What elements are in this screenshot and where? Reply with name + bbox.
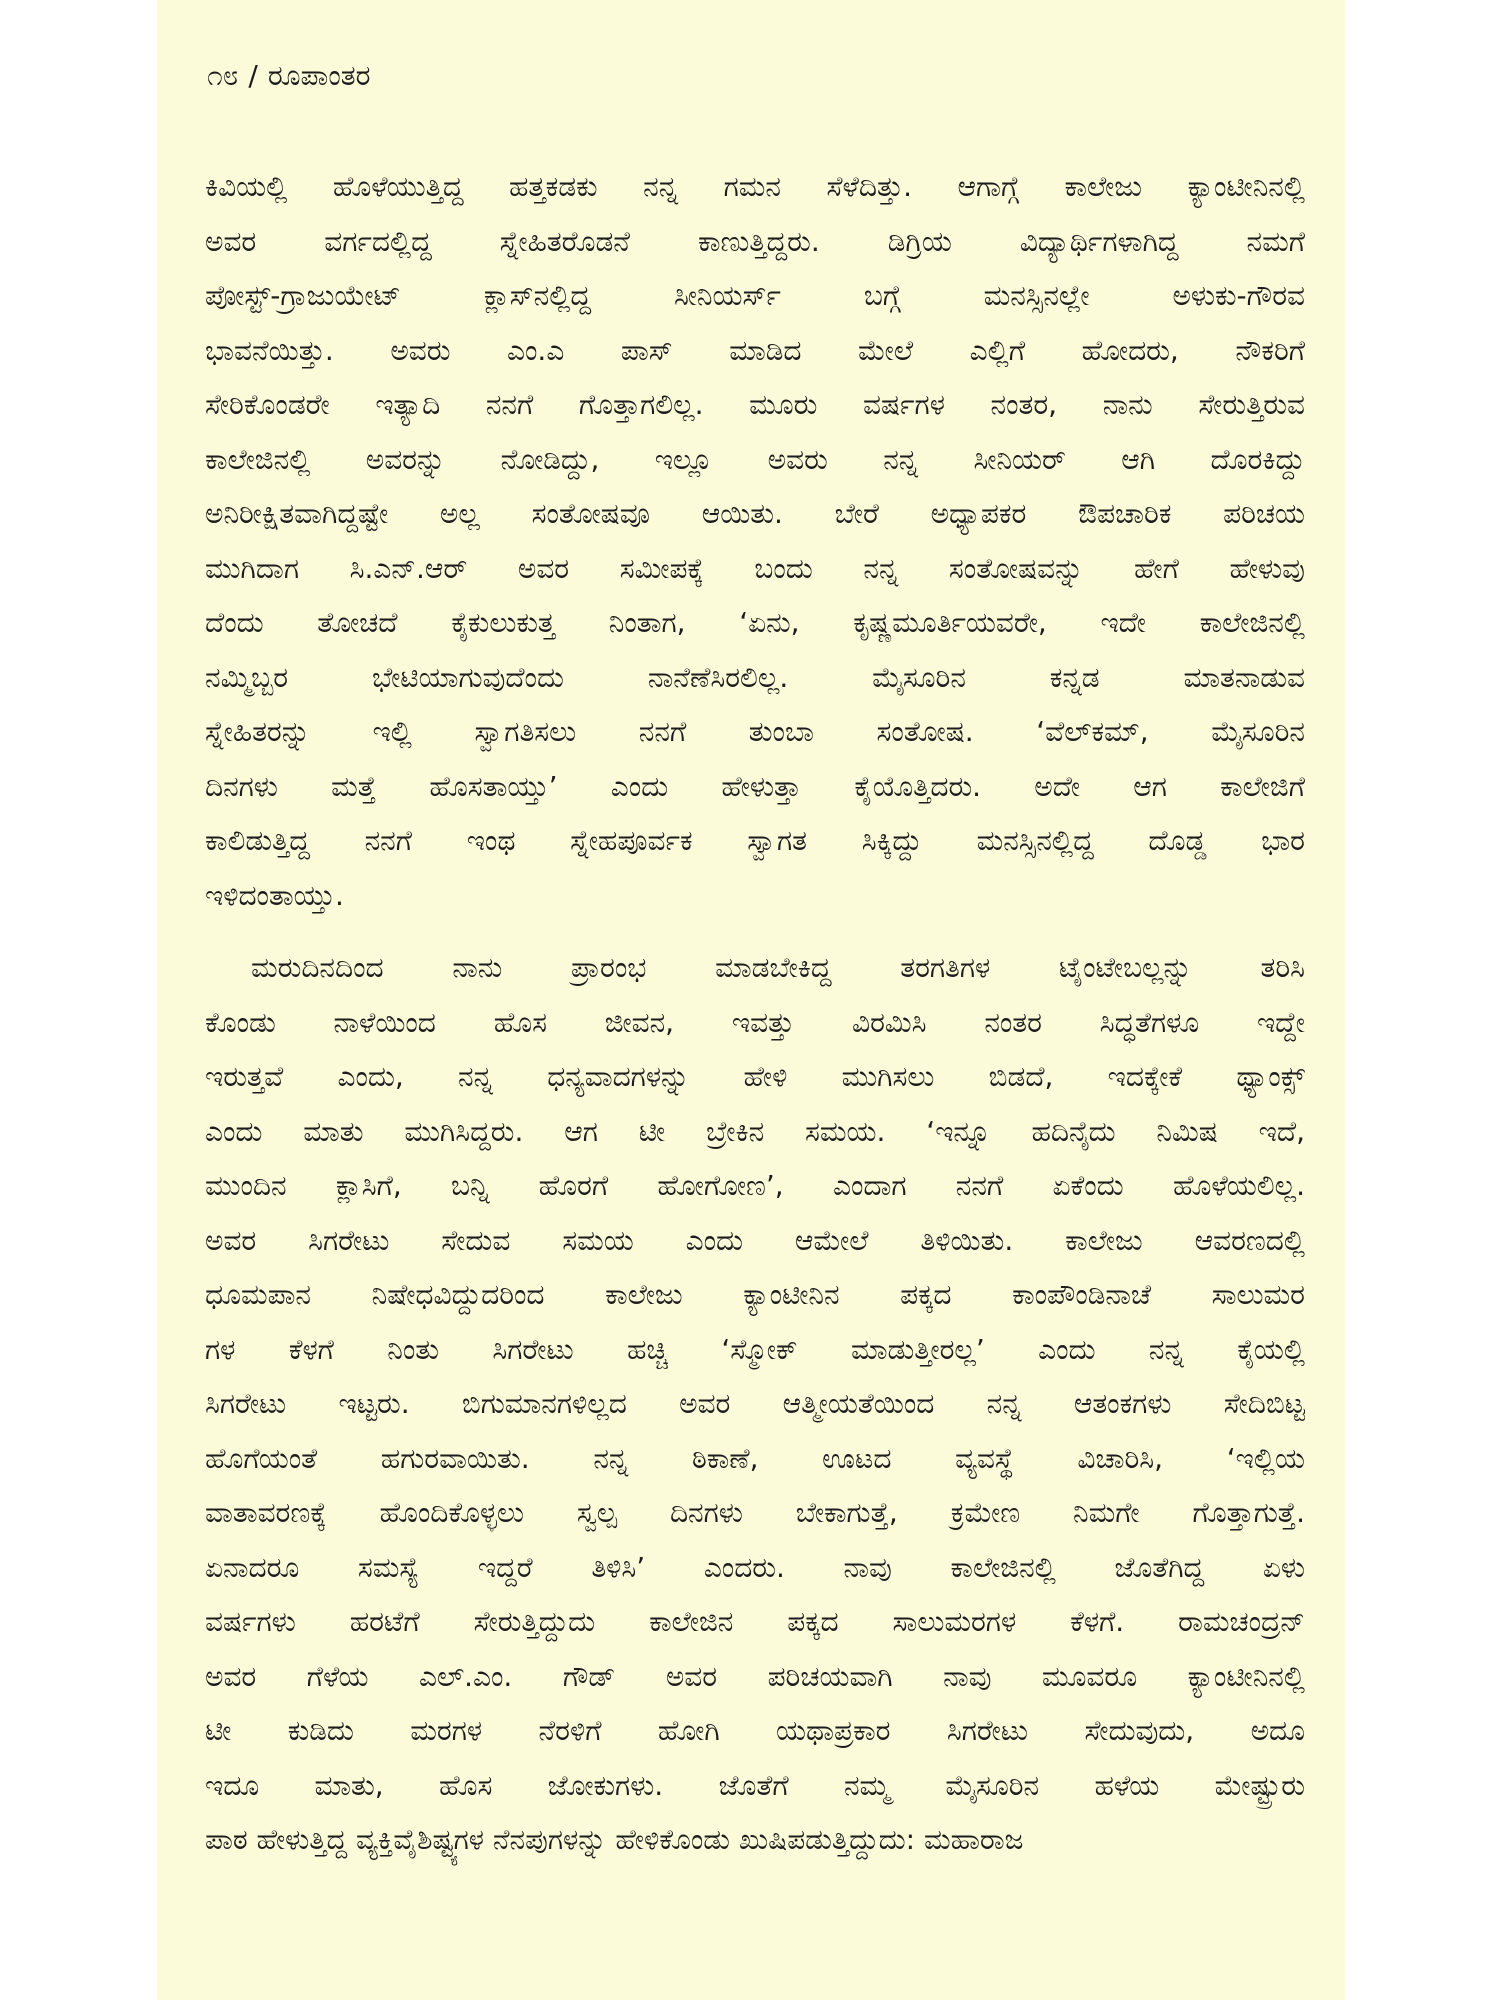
paragraph — [205, 941, 1305, 1868]
text-line: ಕೊಂಡು ನಾಳೆಯಿಂದ ಹೊಸ ಜೀವನ, ಇವತ್ತು ವಿರಮಿಸಿ ನಂತರ ಸಿದ್ಧತೆಗಳೂ ಇದ್ದೇ — [205, 1005, 1305, 1039]
text-line: ಹೊಗೆಯಂತೆ ಹಗುರವಾಯಿತು. ನನ್ನ ಠಿಕಾಣೆ, ಊಟದ ವ್ಯವಸ್ಥೆ ವಿಚಾರಿಸಿ, ‘ಇಲ್ಲಿಯ — [205, 1441, 1305, 1475]
text-line: ಸೇರಿಕೊಂಡರೇ ಇತ್ಯಾದಿ ನನಗೆ ಗೊತ್ತಾಗಲಿಲ್ಲ. ಮೂರು ವರ್ಷಗಳ ನಂತರ, ನಾನು ಸೇರುತ್ತಿರುವ — [205, 388, 1305, 421]
text-line: ವರ್ಷಗಳು ಹರಟೆಗೆ ಸೇರುತ್ತಿದ್ದುದು ಕಾಲೇಜಿನ ಪಕ್ಕದ ಸಾಲುಮರಗಳ ಕೆಳಗೆ. ರಾಮಚಂದ್ರನ್ — [205, 1605, 1305, 1638]
text-line: ಅವರ ಗೆಳೆಯ ಎಲ್.ಎಂ. ಗೌಡ್ ಅವರ ಪರಿಚಯವಾಗಿ ನಾವು ಮೂವರೂ ಕ್ಯಾಂಟೀನಿನಲ್ಲಿ — [205, 1659, 1305, 1693]
header-separator: / — [248, 59, 258, 92]
text-line: ಎಂದು ಮಾತು ಮುಗಿಸಿದ್ದರು. ಆಗ ಟೀ ಬ್ರೇಕಿನ ಸಮಯ. ‘ಇನ್ನೂ ಹದಿನೈದು ನಿಮಿಷ ಇದೆ, — [205, 1114, 1305, 1148]
text-line: ಮುಂದಿನ ಕ್ಲಾಸಿಗೆ, ಬನ್ನಿ ಹೊರಗೆ ಹೋಗೋಣ’, ಎಂದಾಗ ನನಗೆ ಏಕೆಂದು ಹೊಳೆಯಲಿಲ್ಲ. — [205, 1169, 1305, 1202]
text-line: ಇರುತ್ತವೆ ಎಂದು, ನನ್ನ ಧನ್ಯವಾದಗಳನ್ನು ಹೇಳಿ ಮುಗಿಸಲು ಬಿಡದೆ, ಇದಕ್ಕೇಕೆ ಥ್ಯಾಂಕ್ಸ್ — [205, 1060, 1305, 1093]
paragraph — [205, 160, 1305, 923]
text-line: ಟೀ ಕುಡಿದು ಮರಗಳ ನೆರಳಿಗೆ ಹೋಗಿ ಯಥಾಪ್ರಕಾರ ಸಿಗರೇಟು ಸೇದುವುದು, ಅದೂ — [205, 1714, 1305, 1747]
paragraph-gap — [205, 923, 1305, 941]
running-header — [207, 58, 370, 94]
text-line: ಧೂಮಪಾನ ನಿಷೇಧವಿದ್ದುದರಿಂದ ಕಾಲೇಜು ಕ್ಯಾಂಟೀನಿನ ಪಕ್ಕದ ಕಾಂಪೌಂಡಿನಾಚೆ ಸಾಲುಮರ — [205, 1278, 1305, 1311]
text-line: ಅವರ ವರ್ಗದಲ್ಲಿದ್ದ ಸ್ನೇಹಿತರೊಡನೆ ಕಾಣುತ್ತಿದ್ದರು. ಡಿಗ್ರಿಯ ವಿದ್ಯಾರ್ಥಿಗಳಾಗಿದ್ದ ನಮಗೆ — [205, 224, 1305, 258]
text-line: ಪೋಸ್ಟ್-ಗ್ರಾಜುಯೇಟ್ ಕ್ಲಾಸ್‌ನಲ್ಲಿದ್ದ ಸೀನಿಯರ್ಸ್ ಬಗ್ಗೆ ಮನಸ್ಸಿನಲ್ಲೇ ಅಳುಕು-ಗೌರವ — [205, 279, 1305, 312]
text-line: ಗಳ ಕೆಳಗೆ ನಿಂತು ಸಿಗರೇಟು ಹಚ್ಚಿ ‘ಸ್ಮೋಕ್ ಮಾಡುತ್ತೀರಲ್ಲ’ ಎಂದು ನನ್ನ ಕೈಯಲ್ಲಿ — [205, 1332, 1305, 1366]
text-line: ದಿನಗಳು ಮತ್ತೆ ಹೊಸತಾಯ್ತು’ ಎಂದು ಹೇಳುತ್ತಾ ಕೈಯೊತ್ತಿದರು. ಅದೇ ಆಗ ಕಾಲೇಜಿಗೆ — [205, 769, 1305, 803]
text-line: ಮುಗಿದಾಗ ಸಿ.ಎನ್.ಆರ್ ಅವರ ಸಮೀಪಕ್ಕೆ ಬಂದು ನನ್ನ ಸಂತೋಷವನ್ನು ಹೇಗೆ ಹೇಳುವು — [205, 551, 1305, 585]
book-page — [157, 0, 1345, 2000]
body-text — [205, 160, 1305, 1868]
text-line: ಮರುದಿನದಿಂದ ನಾನು ಪ್ರಾರಂಭ ಮಾಡಬೇಕಿದ್ದ ತರಗತಿಗಳ ಟೈಂಟೇಬಲ್ಲನ್ನು ತರಿಸಿ — [251, 951, 1305, 984]
text-line: ಪಾಠ ಹೇಳುತ್ತಿದ್ದ ವ್ಯಕ್ತಿವೈಶಿಷ್ಟ್ಯಗಳ ನೆನಪುಗಳನ್ನು ಹೇಳಿಕೊಂಡು ಖುಷಿಪಡುತ್ತಿದ್ದುದು: ಮಹಾರಾಜ — [205, 1823, 1024, 1856]
text-line: ಕಿವಿಯಲ್ಲಿ ಹೊಳೆಯುತ್ತಿದ್ದ ಹತ್ತಕಡಕು ನನ್ನ ಗಮನ ಸೆಳೆದಿತ್ತು. ಆಗಾಗ್ಗೆ ಕಾಲೇಜು ಕ್ಯಾಂಟೀನಿನಲ್ಲಿ — [205, 170, 1305, 203]
text-line: ಸ್ನೇಹಿತರನ್ನು ಇಲ್ಲಿ ಸ್ವಾಗತಿಸಲು ನನಗೆ ತುಂಬಾ ಸಂತೋಷ. ‘ವೆಲ್‌ಕಮ್, ಮೈಸೂರಿನ — [205, 715, 1305, 748]
text-line: ಕಾಲೇಜಿನಲ್ಲಿ ಅವರನ್ನು ನೋಡಿದ್ದು, ಇಲ್ಲೂ ಅವರು ನನ್ನ ಸೀನಿಯರ್ ಆಗಿ ದೊರಕಿದ್ದು — [205, 442, 1305, 476]
text-line: ಇಳಿದಂತಾಯ್ತು. — [205, 878, 344, 912]
page-number: ೧೮ — [207, 59, 239, 92]
text-line: ಸಿಗರೇಟು ಇಟ್ಟರು. ಬಿಗುಮಾನಗಳಿಲ್ಲದ ಅವರ ಆತ್ಮೀಯತೆಯಿಂದ ನನ್ನ ಆತಂಕಗಳು ಸೇದಿಬಿಟ್ಟ — [205, 1387, 1305, 1420]
text-line: ವಾತಾವರಣಕ್ಕೆ ಹೊಂದಿಕೊಳ್ಳಲು ಸ್ವಲ್ಪ ದಿನಗಳು ಬೇಕಾಗುತ್ತೆ, ಕ್ರಮೇಣ ನಿಮಗೇ ಗೊತ್ತಾಗುತ್ತೆ. — [205, 1496, 1305, 1529]
text-line: ಏನಾದರೂ ಸಮಸ್ಯೆ ಇದ್ದರೆ ತಿಳಿಸಿ’ ಎಂದರು. ನಾವು ಕಾಲೇಜಿನಲ್ಲಿ ಜೊತೆಗಿದ್ದ ಏಳು — [205, 1550, 1305, 1584]
book-title: ರೂಪಾಂತರ — [267, 59, 371, 92]
text-line: ಇದೂ ಮಾತು, ಹೊಸ ಜೋಕುಗಳು. ಜೊತೆಗೆ ನಮ್ಮ ಮೈಸೂರಿನ ಹಳೆಯ ಮೇಷ್ಟ್ರುರು — [205, 1768, 1305, 1802]
text-line: ಭಾವನೆಯಿತ್ತು. ಅವರು ಎಂ.ಎ ಪಾಸ್ ಮಾಡಿದ ಮೇಲೆ ಎಲ್ಲಿಗೆ ಹೋದರು, ನೌಕರಿಗೆ — [205, 333, 1305, 367]
text-line: ಅವರ ಸಿಗರೇಟು ಸೇದುವ ಸಮಯ ಎಂದು ಆಮೇಲೆ ತಿಳಿಯಿತು. ಕಾಲೇಜು ಆವರಣದಲ್ಲಿ — [205, 1223, 1305, 1257]
text-line: ನಮ್ಮಿಬ್ಬರ ಭೇಟಿಯಾಗುವುದೆಂದು ನಾನೆಣೆಸಿರಲಿಲ್ಲ. ಮೈಸೂರಿನ ಕನ್ನಡ ಮಾತನಾಡುವ — [205, 660, 1305, 694]
text-line: ಕಾಲಿಡುತ್ತಿದ್ದ ನನಗೆ ಇಂಥ ಸ್ನೇಹಪೂರ್ವಕ ಸ್ವಾಗತ ಸಿಕ್ಕಿದ್ದು ಮನಸ್ಸಿನಲ್ಲಿದ್ದ ದೊಡ್ಡ ಭಾರ — [205, 824, 1305, 857]
text-line: ಅನಿರೀಕ್ಷಿತವಾಗಿದ್ದಷ್ಟೇ ಅಲ್ಲ ಸಂತೋಷವೂ ಆಯಿತು. ಬೇರೆ ಅಧ್ಯಾಪಕರ ಔಪಚಾರಿಕ ಪರಿಚಯ — [205, 497, 1305, 530]
text-line: ದೆಂದು ತೋಚದೆ ಕೈಕುಲುಕುತ್ತ ನಿಂತಾಗ, ‘ಏನು, ಕೃಷ್ಣಮೂರ್ತಿಯವರೇ, ಇದೇ ಕಾಲೇಜಿನಲ್ಲಿ — [205, 606, 1305, 639]
